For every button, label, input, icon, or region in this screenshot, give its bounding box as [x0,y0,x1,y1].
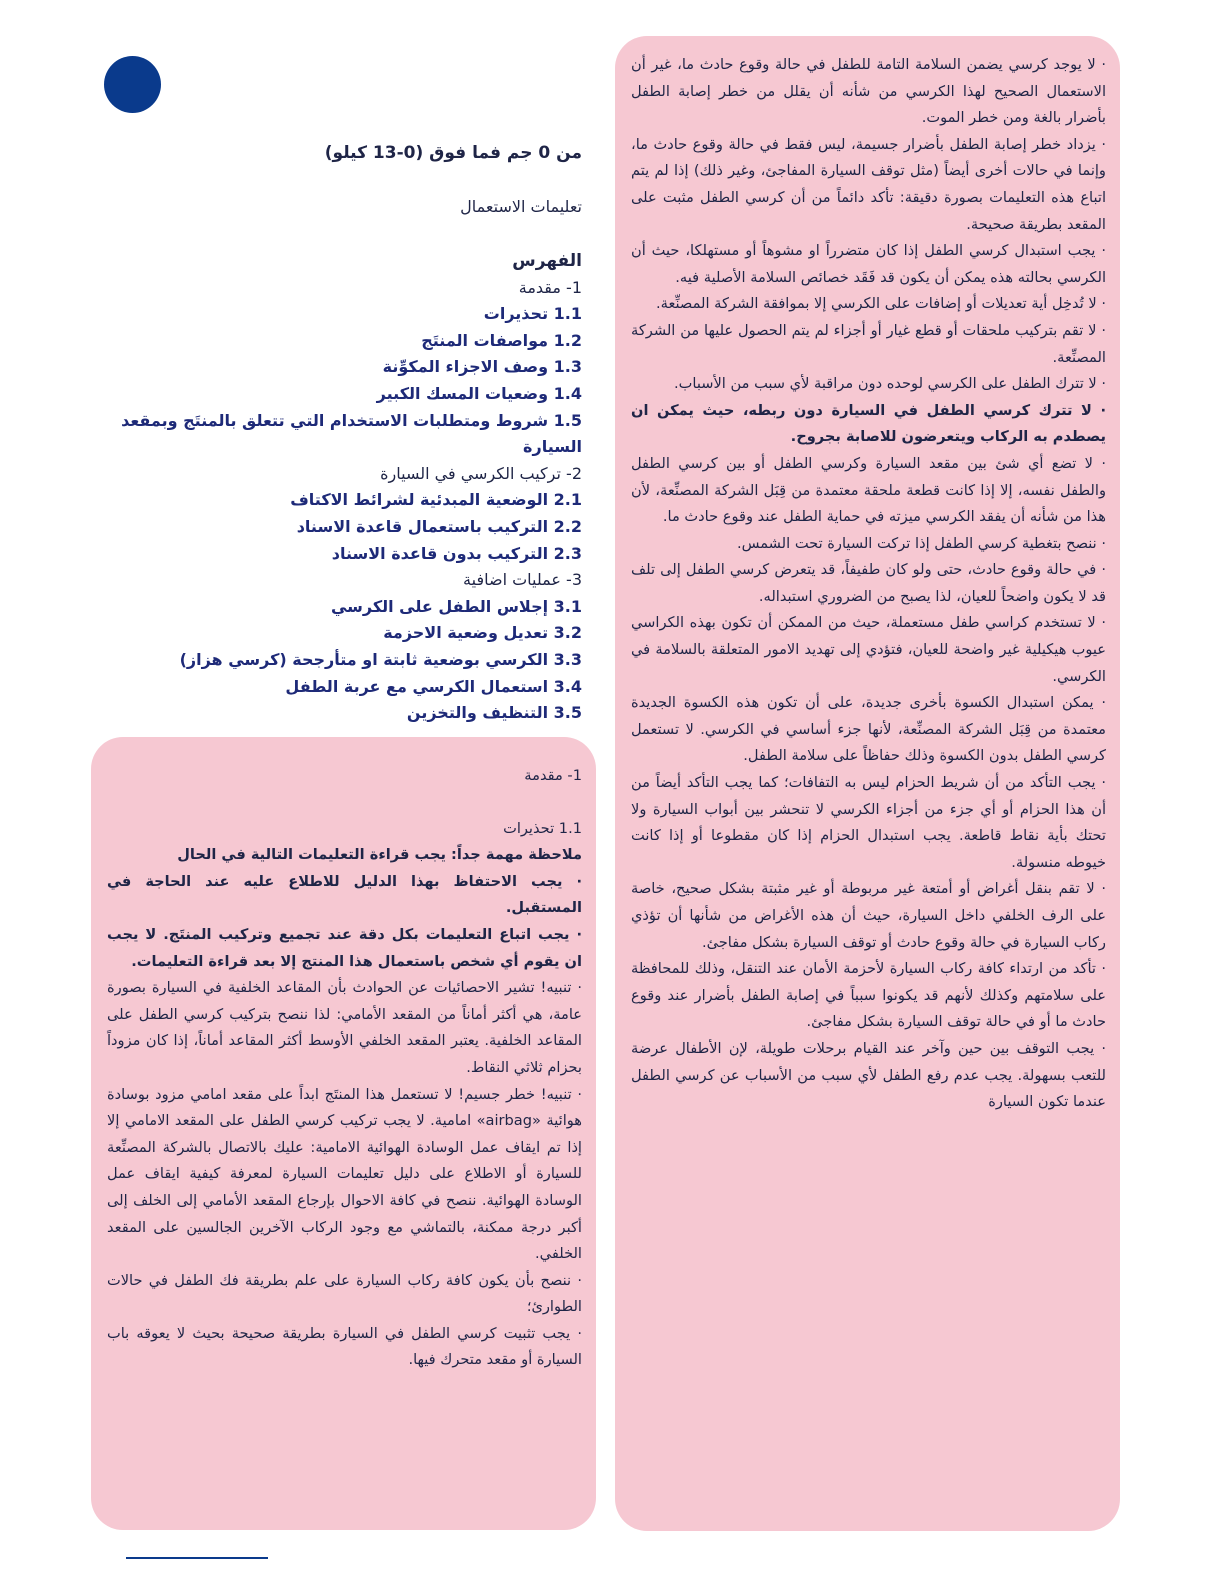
weight-range-title: من 0 جم فما فوق (0-13 كيلو) [324,143,582,163]
safety-paragraph: · ننصح بتغطية كرسي الطفل إذا تركت السيارة تحت الشمس. [736,534,1106,552]
safety-paragraph: · لا تقم بتركيب ملحقات أو قطع غيار أو أجزاء لم يتم الحصول عليها من الشركة المصنِّعة. [631,321,1106,366]
warnings-list [107,842,582,1374]
safety-paragraph: · يجب التوقف بين حين وآخر عند القيام برحلات طويلة، لإن الأطفال عرضة للتعب بسهولة. يجب عدم رفع الطفل لأي سبب من الأسباب عن كرسي الطفل عندما تكون السيارة [631,1039,1106,1111]
toc-entry: 3.5 التنظيف والتخزين [406,703,582,723]
safety-paragraph: · لا تُدخِل أية تعديلات أو إضافات على الكرسي إلا بموافقة الشركة المصنِّعة. [656,295,1106,313]
table-of-contents [100,140,582,727]
toc-entry: 3.4 استعمال الكرسي مع عربة الطفل [285,676,582,696]
safety-paragraph: · لا تقم بنقل أغراض أو أمتعة غير مربوطة أو غير مثبتة بشكل صحيح، خاصة على الرف الخلفي داخل السيارة، حيث أن هذه الأغراض من شأنها أن تؤذي ركاب السيارة في حالة وقوع حادث أو توقف السيارة بشكل مفاجئ. [631,880,1106,951]
toc-entry: 1.5 شروط ومتطلبات الاستخدام التي تتعلق بالمنتَج وبمقعد السيارة [121,410,582,457]
toc-entry: 2- تركيب الكرسي في السيارة [380,463,582,483]
safety-paragraph: · يزداد خطر إصابة الطفل بأضرار جسيمة، ليس فقط في حالة وقوع حادث ما، وإنما في حالات أخرى أيضاً (مثل توقف السيارة المفاجئ، وغير ذلك) إذا لم يتم اتباع هذه التعليمات بصورة دقيقة: تأكد دائماً من أن كرسي الطفل مثبت على المقعد بطريقة صحيحة. [631,135,1106,233]
warning-paragraph: ملاحظة مهمة جداً: يجب قراءة التعليمات التالية في الحال [177,846,582,864]
toc-entry: 1.3 وصف الاجزاء المكوِّنة [382,357,582,377]
safety-paragraph: · في حالة وقوع حادث، حتى ولو كان طفيفاً، قد يتعرض كرسي الطفل إلى تلف قد لا يكون واضحاً للعيان، لذا يصبح من الضروري استبداله. [631,561,1106,605]
section-title: 1- مقدمة [524,767,582,784]
toc-entry: 1- مقدمة [518,277,582,297]
warning-paragraph: · تنبيه! تشير الاحصائيات عن الحوادث بأن المقاعد الخلفية في السيارة بصورة عامة، هي أكثر أماناً من المقعد الأمامي: لذا ننصح بتركيب كرسي الطفل على المقاعد الخلفية. يعتبر المقعد الخلفي الأوسط أكثر المقاعد أماناً، إذا كان مزوداً بحزام ثلاثي النقاط. [107,979,582,1076]
warning-paragraph: · يجب اتباع التعليمات بكل دقة عند تجميع وتركيب المنتَج. لا يجب ان يقوم أي شخص باستعمال هذا المنتج إلا بعد قراءة التعليمات. [107,925,582,970]
warning-paragraph: · تنبيه! خطر جسيم! لا تستعمل هذا المنتَج ابداً على مقعد امامي مزود بوسادة هوائية «airbag» امامية. لا يجب تركيب كرسي الطفل على المقعد الامامي إلا إذا تم ايقاف عمل الوسادة الهوائية الامامية: عليك بالاتصال بالشركة المصنِّعة للسيارة أو الاطلاع على دليل تعليمات السيارة لمعرفة كيفية ايقاف عمل الوسادة الهوائية. ننصح في كافة الاحوال بإرجاع المقعد الأمامي إلى الخلف إلى أكبر درجة ممكنة، بالتماشي مع وجود الركاب الآخرين الجالسين على المقعد الخلفي. [107,1085,582,1263]
toc-entry: 1.2 مواصفات المنتَج [421,330,582,350]
safety-paragraph: · تأكد من ارتداء كافة ركاب السيارة لأحزمة الأمان عند التنقل، وذلك للمحافظة على سلامتهم وكذلك لأنهم قد يكونوا سبباً في إصابة الطفل بأضرار عند وقوع حادث ما أو في حالة توقف السيارة بشكل مفاجئ. [631,960,1106,1031]
safety-paragraph: · يجب التأكد من أن شريط الحزام ليس به التفافات؛ كما يجب التأكد أيضاً من أن هذا الحزام أو أي جزء من أجزاء الكرسي لا تنحشر بين أبواب السيارة ولا تحتك بأية نقاط قاطعة. يجب استبدال الحزام إذا كان مقطوعا أو إذا كانت خيوطه منسولة. [631,774,1106,871]
section-marker-dot [104,56,161,113]
toc-entry: 2.3 التركيب بدون قاعدة الاسناد [331,543,582,563]
toc-entry: 3- عمليات اضافية [463,570,582,590]
toc-entry: 3.1 إجلاس الطفل على الكرسي [330,596,582,616]
toc-entry: 3.2 تعديل وضعية الاحزمة [383,623,582,643]
toc-list [100,275,582,727]
safety-paragraph: · يمكن استبدال الكسوة بأخرى جديدة، على أن تكون هذه الكسوة الجديدة معتمدة من قِبَل الشركة المصنِّعة، لأنها جزء أساسي في الكرسي. لا تستعمل كرسي الطفل بدون الكسوة وذلك حفاظاً على سلامة الطفل. [631,694,1106,765]
toc-entry: 2.1 الوضعية المبدئية لشرائط الاكتاف [290,490,582,510]
warning-paragraph: · يجب الاحتفاظ بهذا الدليل للاطلاع عليه عند الحاجة في المستقبل. [107,872,582,917]
toc-entry: 1.1 تحذيرات [483,304,582,324]
warnings-panel [91,737,596,1530]
toc-entry: 3.3 الكرسي بوضعية ثابتة او متأرجحة (كرسي هزاز) [179,649,582,669]
instructions-title: تعليمات الاستعمال [460,197,582,216]
safety-paragraph: · لا تترك كرسي الطفل في السيارة دون ربطه، حيث يمكن ان يصطدم به الركاب ويتعرضون للاصابة بجروح. [631,401,1106,446]
safety-notes-list [631,52,1106,1116]
toc-entry: 1.4 وضعيات المسك الكبير [376,383,582,403]
safety-paragraph: · لا يوجد كرسي يضمن السلامة التامة للطفل في حالة وقوع حادث ما، غير أن الاستعمال الصحيح لهذا الكرسي من شأنه أن يقلل من خطر إصابة الطفل بأضرار بالغة ومن خطر الموت. [631,56,1106,127]
toc-entry: 2.2 التركيب باستعمال قاعدة الاسناد [296,516,582,536]
safety-paragraph: · لا تستخدم كراسي طفل مستعملة، حيث من الممكن أن تكون بهذه الكراسي عيوب هيكيلية غير واضحة للعيان، فتؤدي إلى تهديد الامور المتعلقة بالسلامة في الكرسي. [631,614,1106,685]
subsection-title: 1.1 تحذيرات [503,819,582,837]
safety-notes-panel [615,36,1120,1531]
warning-paragraph: · يجب تثبيت كرسي الطفل في السيارة بطريقة صحيحة بحيث لا يعوقه باب السيارة أو مقعد متحرك فيها. [107,1324,582,1369]
safety-paragraph: · يجب استبدال كرسي الطفل إذا كان متضرراً او مشوهاً أو مستهلكا، حيث أن الكرسي بحالته هذه يمكن أن يكون قد فَقَد خصائص السلامة الأصلية فيه. [631,242,1106,286]
index-title: الفهرس [512,251,582,271]
safety-paragraph: · لا تضع أي شئ بين مقعد السيارة وكرسي الطفل أو بين كرسي الطفل والطفل نفسه، إلا إذا كانت قطعة ملحقة معتمدة من قِبَل الشركة المصنِّعة، لأن هذا من شأنه أن يفقد الكرسي ميزته في حماية الطفل عند وقوع حادث ما. [631,454,1106,526]
footer-rule [126,1557,268,1559]
warning-paragraph: · ننصح بأن يكون كافة ركاب السيارة على علم بطريقة فك الطفل في حالات الطوارئ؛ [107,1271,582,1316]
safety-paragraph: · لا تترك الطفل على الكرسي لوحده دون مراقبة لأي سبب من الأسباب. [674,375,1106,393]
